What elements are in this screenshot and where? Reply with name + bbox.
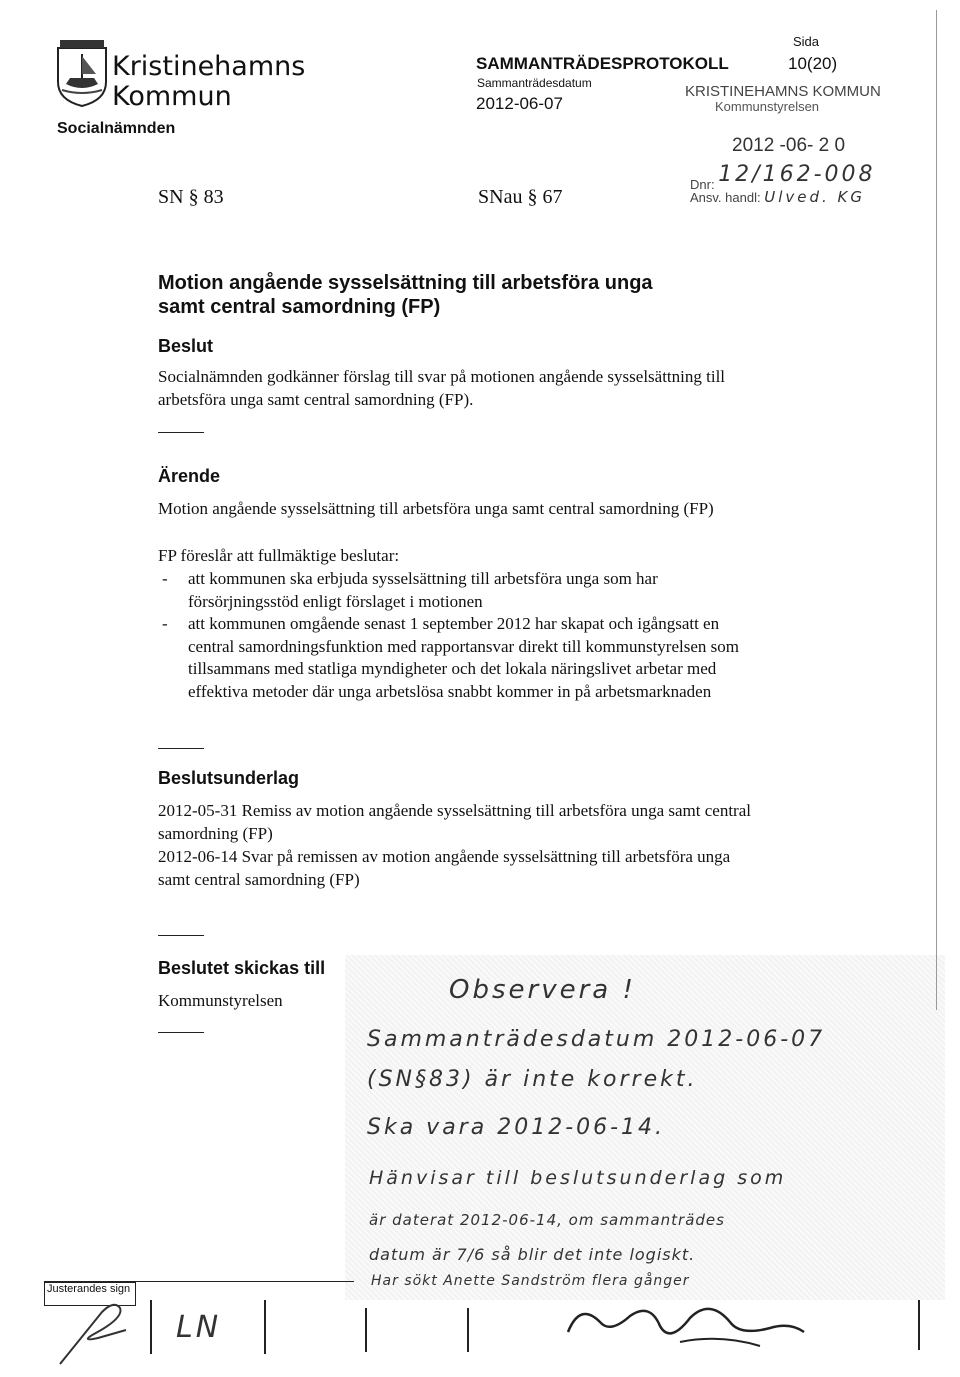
signature-separator — [918, 1300, 920, 1350]
bullet-dash: - — [162, 569, 168, 588]
note-line: datum är 7/6 så blir det inte logiskt. — [369, 1245, 696, 1264]
page-label: Sida — [793, 34, 820, 49]
signature-separator — [365, 1308, 367, 1352]
beslut-heading: Beslut — [158, 336, 214, 356]
list-item-text: att kommunen ska erbjuda sysselsättning till arbetsföra unga som har försörjningsstöd enligt förslaget i motionen — [188, 569, 658, 611]
list-item: 2012-06-14 Svar på remissen av motion angående sysselsättning till arbetsföra unga samt central samordning (FP) — [158, 847, 731, 889]
page-number: 10(20) — [788, 54, 838, 73]
signature-separator — [264, 1300, 266, 1354]
beslut-text: Socialnämnden godkänner förslag till svar på motionen angående sysselsättning till arbetsföra unga samt central samordning (FP). — [158, 367, 726, 409]
stamp-organization: KRISTINEHAMNS KOMMUN — [685, 83, 881, 100]
handwritten-note — [345, 955, 945, 1300]
department-name: Socialnämnden — [57, 120, 176, 137]
page-title-line-1: Motion angående sysselsättning till arbetsföra unga — [158, 272, 653, 294]
divider — [158, 1032, 204, 1033]
dnr-label: Dnr: — [690, 177, 715, 192]
list-item: 2012-05-31 Remiss av motion angående sysselsättning till arbetsföra unga samt central samordning (FP) — [158, 801, 751, 843]
date-label: Sammanträdesdatum — [477, 76, 592, 90]
signature-separator — [467, 1308, 469, 1352]
note-line: är daterat 2012-06-14, om sammanträdes — [369, 1211, 725, 1229]
handwritten-signature-icon — [560, 1292, 810, 1357]
dnr-value: 12/162-008 — [718, 162, 876, 187]
municipality-logo-text — [112, 52, 305, 112]
stamp-received-date: 2012 -06- 2 0 — [732, 135, 846, 156]
divider — [158, 935, 204, 936]
note-line: Har sökt Anette Sandström flera gånger — [371, 1273, 690, 1289]
note-line: Observera ! — [449, 975, 636, 1005]
skickas-heading: Beslutet skickas till — [158, 958, 326, 978]
section-sn: SN § 83 — [158, 186, 224, 208]
note-line: Ska vara 2012-06-14. — [367, 1115, 666, 1140]
note-line: Sammanträdesdatum 2012-06-07 — [367, 1027, 826, 1052]
ansv-value: Ulved. KG — [764, 188, 865, 206]
municipality-crest-icon — [56, 38, 108, 108]
proposal-intro: FP föreslår att fullmäktige beslutar: — [158, 546, 400, 565]
note-line: (SN§83) är inte korrekt. — [367, 1067, 698, 1092]
list-item-text: att kommunen omgående senast 1 september 2012 har skapat och igångsatt en central samordningsfunktion med rapportansvar direkt till kommunstyrelsen som tillsammans med statliga myndigheter och det lokala näringslivet arbetar med effektiva metoder där unga arbetslösa snabbt kommer in på arbetsmarknaden — [188, 614, 739, 701]
justerandes-sign-label: Justerandes sign — [44, 1282, 136, 1306]
bullet-dash: - — [162, 614, 168, 633]
signature-separator — [150, 1300, 152, 1354]
logo-line-2: Kommun — [112, 81, 232, 112]
divider — [158, 748, 204, 749]
arende-text: Motion angående sysselsättning till arbetsföra unga samt central samordning (FP) — [158, 499, 714, 518]
beslutsunderlag-heading: Beslutsunderlag — [158, 768, 300, 788]
stamp-unit: Kommunstyrelsen — [715, 99, 820, 114]
signature-initials: LN — [176, 1310, 222, 1345]
recipient: Kommunstyrelsen — [158, 991, 283, 1010]
note-line: Hänvisar till beslutsunderlag som — [369, 1167, 787, 1189]
stamp-ansv — [690, 188, 865, 206]
scan-edge-line — [936, 10, 937, 1010]
signature-scribble-icon — [50, 1290, 140, 1375]
page-title-line-2: samt central samordning (FP) — [158, 296, 441, 318]
document-type: SAMMANTRÄDESPROTOKOLL — [476, 54, 729, 73]
ansv-label: Ansv. handl: — [690, 190, 761, 205]
section-snau: SNau § 67 — [478, 186, 563, 208]
meeting-date: 2012-06-07 — [476, 94, 563, 113]
arende-heading: Ärende — [158, 466, 221, 486]
logo-line-1: Kristinehamns — [112, 51, 306, 82]
divider — [158, 432, 204, 433]
